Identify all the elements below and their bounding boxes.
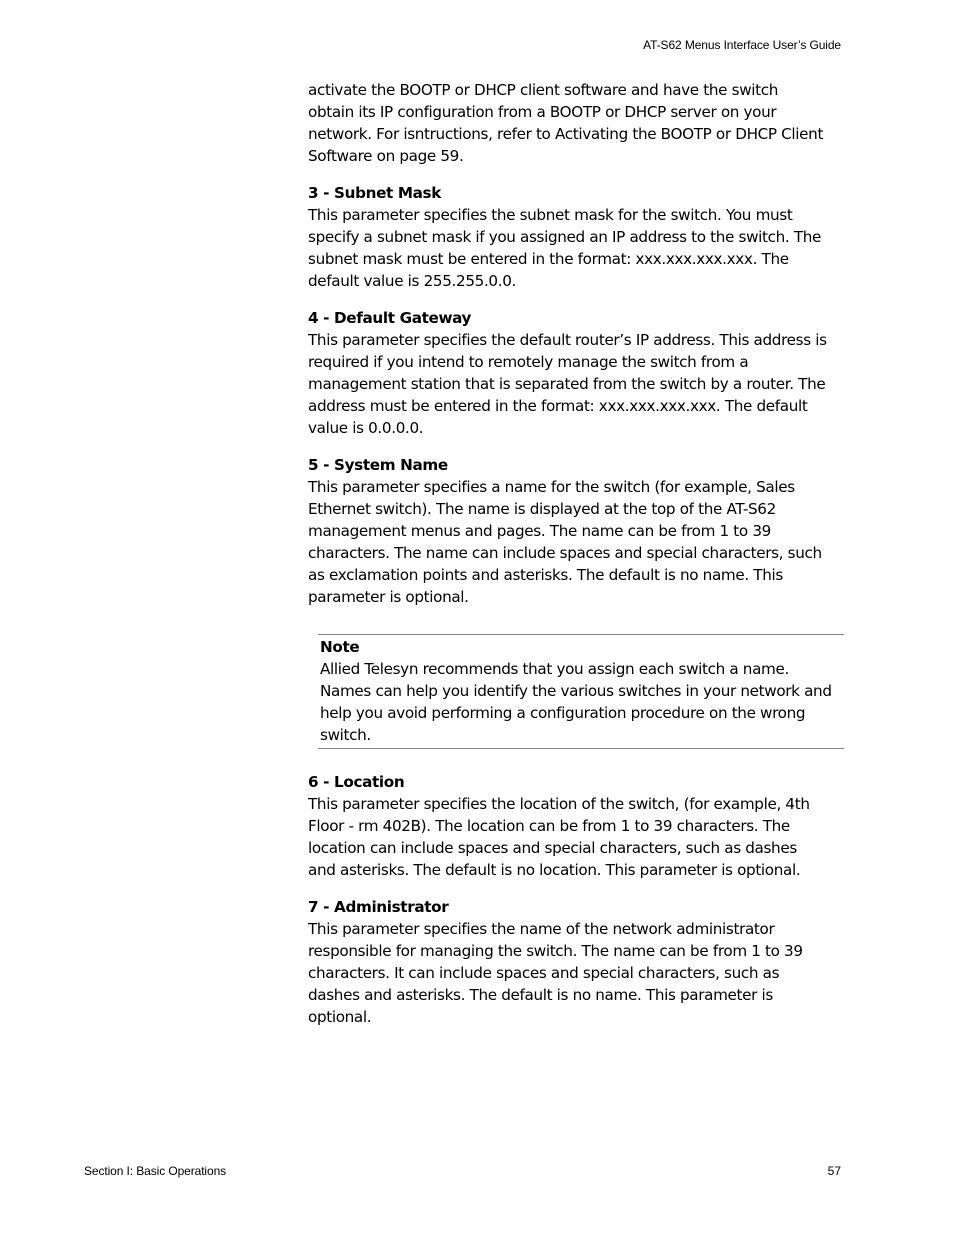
administrator-heading: 7 - Administrator	[308, 898, 449, 916]
location-text: This parameter specifies the location of the switch, (for example, 4th Floor - rm 402B). The location can be from 1 to 39 characters. The location can include spaces and special characters, such as dashes and asterisks. The default is no location. This parameter is optional.	[308, 795, 810, 879]
note-text: Allied Telesyn recommends that you assign each switch a name. Names can help you identify the various switches in your network and help you avoid performing a configuration procedure on the wrong switch.	[320, 660, 832, 744]
subnet-mask-text: This parameter specifies the subnet mask for the switch. You must specify a subnet mask if you assigned an IP address to the switch. The subnet mask must be entered in the format: xxx.xxx.xxx.xxx. The default value is 255.255.0.0.	[308, 206, 822, 290]
page-content	[308, 79, 832, 1028]
system-name-text: This parameter specifies a name for the switch (for example, Sales Ethernet switch). The name is displayed at the top of the AT-S62 management menus and pages. The name can be from 1 to 39 characters. The name can include spaces and special characters, such as exclamation points and asterisks. The default is no name. This parameter is optional.	[308, 478, 822, 606]
administrator-text: This parameter specifies the name of the network administrator responsible for managing the switch. The name can be from 1 to 39 characters. It can include spaces and special characters, such as dashes and asterisks. The default is no name. This parameter is optional.	[308, 920, 803, 1026]
note-heading: Note	[320, 638, 360, 656]
running-header-title: AT-S62 Menus Interface User’s Guide	[643, 38, 841, 52]
location-section	[308, 771, 828, 881]
default-gateway-heading: 4 - Default Gateway	[308, 309, 472, 327]
location-heading: 6 - Location	[308, 773, 405, 791]
note-box	[318, 634, 844, 749]
system-name-heading: 5 - System Name	[308, 456, 448, 474]
footer-section-label: Section I: Basic Operations	[84, 1164, 227, 1178]
default-gateway-section	[308, 307, 828, 439]
intro-paragraph: activate the BOOTP or DHCP client software and have the switch obtain its IP configuration from a BOOTP or DHCP server on your network. For isntructions, refer to Activating the BOOTP or DHCP Client Software on page 59.	[308, 81, 824, 165]
footer-page-number: 57	[827, 1164, 841, 1178]
system-name-section	[308, 454, 828, 608]
subnet-mask-section	[308, 182, 828, 292]
default-gateway-text: This parameter specifies the default router’s IP address. This address is required if you intend to remotely manage the switch from a management station that is separated from the switch by a router. The address must be entered in the format: xxx.xxx.xxx.xxx. The default value is 0.0.0.0.	[308, 331, 827, 437]
subnet-mask-heading: 3 - Subnet Mask	[308, 184, 441, 202]
administrator-section	[308, 896, 828, 1028]
